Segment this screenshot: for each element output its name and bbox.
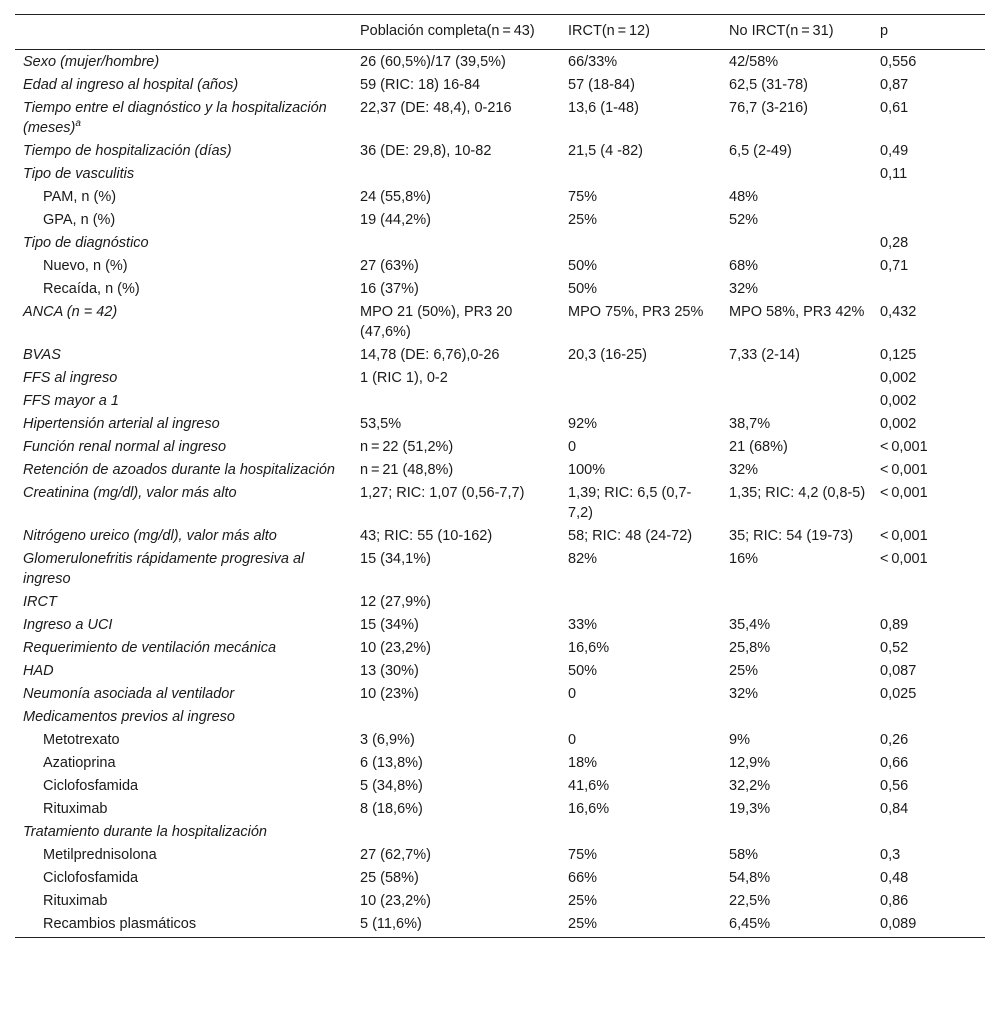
cell-poblacion-completa xyxy=(352,821,560,844)
row-label-text: Neumonía asociada al ventilador xyxy=(23,686,235,702)
cell-no-irct: 1,35; RIC: 4,2 (0,8-5) xyxy=(729,485,866,501)
cell-irct: 16,6% xyxy=(568,801,610,817)
row-label-text: Sexo (mujer/hombre) xyxy=(23,54,160,70)
cell-p-value xyxy=(872,821,985,844)
table-row xyxy=(15,844,985,867)
cell-no-irct: 6,45% xyxy=(729,916,771,932)
table-row xyxy=(15,890,985,913)
row-label-text: Tiempo entre el diagnóstico y la hospitalización (meses) xyxy=(23,100,327,136)
cell-p-value xyxy=(872,591,985,614)
cell-no-irct: 68% xyxy=(729,258,759,274)
cell-irct xyxy=(560,591,721,614)
cell-poblacion-completa: 27 (62,7%) xyxy=(360,847,431,863)
cell-p-value: 0,49 xyxy=(880,143,909,159)
cell-irct xyxy=(560,163,721,186)
row-label-text: Glomerulonefritis rápidamente progresiva al ingreso xyxy=(23,551,305,587)
cell-poblacion-completa: 27 (63%) xyxy=(360,258,419,274)
cell-no-irct: 6,5 (2-49) xyxy=(729,143,792,159)
header-row xyxy=(15,15,985,50)
cell-irct: 1,39; RIC: 6,5 (0,7-7,2) xyxy=(568,485,692,521)
table-body xyxy=(15,50,985,938)
cell-p-value: < 0,001 xyxy=(880,462,928,478)
row-label xyxy=(15,186,352,209)
table-row xyxy=(15,278,985,301)
header-poblacion-completa: Población completa(n = 43) xyxy=(360,23,535,39)
row-label-text: Recaída, n (%) xyxy=(43,281,140,297)
cell-no-irct: 19,3% xyxy=(729,801,771,817)
row-label-text: Ciclofosfamida xyxy=(43,778,139,794)
row-label xyxy=(15,548,352,591)
row-label-text: HAD xyxy=(23,663,54,679)
clinical-characteristics-table xyxy=(15,14,985,938)
cell-p-value: < 0,001 xyxy=(880,485,928,501)
cell-irct: 75% xyxy=(568,189,598,205)
cell-no-irct: 9% xyxy=(729,732,750,748)
table-row xyxy=(15,614,985,637)
table-row xyxy=(15,548,985,591)
cell-poblacion-completa: 10 (23%) xyxy=(360,686,419,702)
cell-no-irct xyxy=(721,232,872,255)
cell-poblacion-completa: MPO 21 (50%), PR3 20 (47,6%) xyxy=(360,304,513,340)
cell-no-irct: 48% xyxy=(729,189,759,205)
cell-irct: 66/33% xyxy=(568,54,618,70)
row-label-text: GPA, n (%) xyxy=(43,212,116,228)
cell-irct: 16,6% xyxy=(568,640,610,656)
cell-no-irct: 25,8% xyxy=(729,640,771,656)
row-label xyxy=(15,890,352,913)
table-row xyxy=(15,660,985,683)
cell-irct: MPO 75%, PR3 25% xyxy=(568,304,704,320)
cell-p-value: 0,432 xyxy=(880,304,917,320)
row-label-text: PAM, n (%) xyxy=(43,189,117,205)
table-row xyxy=(15,867,985,890)
cell-p-value: 0,61 xyxy=(880,100,909,116)
cell-no-irct xyxy=(721,821,872,844)
cell-no-irct: MPO 58%, PR3 42% xyxy=(729,304,865,320)
row-label xyxy=(15,140,352,163)
table-row xyxy=(15,140,985,163)
cell-irct: 21,5 (4 -82) xyxy=(568,143,643,159)
cell-irct: 50% xyxy=(568,258,598,274)
cell-irct: 18% xyxy=(568,755,598,771)
cell-poblacion-completa: 5 (34,8%) xyxy=(360,778,423,794)
row-label-text: IRCT xyxy=(23,594,57,610)
cell-poblacion-completa: 1 (RIC 1), 0-2 xyxy=(360,370,448,386)
row-label xyxy=(15,482,352,525)
cell-irct: 0 xyxy=(568,439,577,455)
row-label xyxy=(15,232,352,255)
footnote-marker: a xyxy=(75,118,81,130)
cell-p-value: < 0,001 xyxy=(880,551,928,567)
table-row xyxy=(15,163,985,186)
row-label-text: Ciclofosfamida xyxy=(43,870,139,886)
cell-poblacion-completa: 19 (44,2%) xyxy=(360,212,431,228)
table-row xyxy=(15,913,985,938)
table-row xyxy=(15,390,985,413)
table-container xyxy=(15,14,985,938)
cell-irct: 13,6 (1-48) xyxy=(568,100,639,116)
row-label-text: Función renal normal al ingreso xyxy=(23,439,227,455)
table-row xyxy=(15,482,985,525)
row-label-text: Requerimiento de ventilación mecánica xyxy=(23,640,277,656)
cell-p-value: 0,48 xyxy=(880,870,909,886)
row-label-text: Retención de azoados durante la hospitalización xyxy=(23,462,335,478)
cell-irct: 75% xyxy=(568,847,598,863)
cell-poblacion-completa: n = 22 (51,2%) xyxy=(360,439,454,455)
cell-p-value: 0,84 xyxy=(880,801,909,817)
cell-no-irct: 32,2% xyxy=(729,778,771,794)
cell-poblacion-completa: 12 (27,9%) xyxy=(360,594,431,610)
cell-no-irct xyxy=(721,390,872,413)
header-irct: IRCT(n = 12) xyxy=(568,23,650,39)
header-variable xyxy=(15,15,352,50)
cell-irct: 20,3 (16-25) xyxy=(568,347,647,363)
cell-poblacion-completa: 53,5% xyxy=(360,416,402,432)
header-no-irct: No IRCT(n = 31) xyxy=(729,23,834,39)
table-row xyxy=(15,232,985,255)
table-row xyxy=(15,459,985,482)
cell-no-irct: 52% xyxy=(729,212,759,228)
cell-p-value: 0,025 xyxy=(880,686,917,702)
table-row xyxy=(15,74,985,97)
cell-no-irct: 25% xyxy=(729,663,759,679)
cell-poblacion-completa: 22,37 (DE: 48,4), 0-216 xyxy=(360,100,512,116)
table-header xyxy=(15,15,985,50)
cell-no-irct: 22,5% xyxy=(729,893,771,909)
cell-poblacion-completa: 16 (37%) xyxy=(360,281,419,297)
cell-no-irct: 32% xyxy=(729,686,759,702)
cell-poblacion-completa: 15 (34,1%) xyxy=(360,551,431,567)
cell-no-irct: 35; RIC: 54 (19-73) xyxy=(729,528,854,544)
table-row xyxy=(15,186,985,209)
cell-irct xyxy=(560,706,721,729)
cell-irct: 33% xyxy=(568,617,598,633)
row-label-text: Tipo de vasculitis xyxy=(23,166,135,182)
cell-irct: 66% xyxy=(568,870,598,886)
table-row xyxy=(15,637,985,660)
cell-irct: 0 xyxy=(568,732,577,748)
cell-irct: 82% xyxy=(568,551,598,567)
row-label xyxy=(15,367,352,390)
cell-no-irct xyxy=(721,706,872,729)
cell-irct xyxy=(560,232,721,255)
row-label xyxy=(15,867,352,890)
cell-no-irct: 12,9% xyxy=(729,755,771,771)
row-label xyxy=(15,459,352,482)
cell-no-irct: 58% xyxy=(729,847,759,863)
row-label xyxy=(15,706,352,729)
cell-p-value: 0,3 xyxy=(880,847,901,863)
cell-irct: 25% xyxy=(568,212,598,228)
row-label-text: Tiempo de hospitalización (días) xyxy=(23,143,232,159)
table-row xyxy=(15,798,985,821)
row-label-text: Rituximab xyxy=(43,801,108,817)
row-label xyxy=(15,390,352,413)
row-label xyxy=(15,752,352,775)
cell-p-value: 0,66 xyxy=(880,755,909,771)
cell-p-value xyxy=(872,278,985,301)
cell-poblacion-completa: 14,78 (DE: 6,76),0-26 xyxy=(360,347,500,363)
cell-irct: 41,6% xyxy=(568,778,610,794)
row-label xyxy=(15,660,352,683)
row-label xyxy=(15,74,352,97)
row-label xyxy=(15,821,352,844)
row-label xyxy=(15,278,352,301)
cell-p-value: 0,86 xyxy=(880,893,909,909)
cell-irct xyxy=(560,390,721,413)
row-label xyxy=(15,436,352,459)
row-label xyxy=(15,729,352,752)
row-label xyxy=(15,525,352,548)
row-label-text: Creatinina (mg/dl), valor más alto xyxy=(23,485,237,501)
row-label xyxy=(15,913,352,938)
table-row xyxy=(15,525,985,548)
cell-poblacion-completa: n = 21 (48,8%) xyxy=(360,462,454,478)
row-label-text: Recambios plasmáticos xyxy=(43,916,197,932)
row-label-text: Nuevo, n (%) xyxy=(43,258,128,274)
cell-p-value: 0,52 xyxy=(880,640,909,656)
cell-irct xyxy=(560,821,721,844)
row-label-text: FFS al ingreso xyxy=(23,370,118,386)
cell-poblacion-completa: 59 (RIC: 18) 16-84 xyxy=(360,77,481,93)
cell-poblacion-completa: 24 (55,8%) xyxy=(360,189,431,205)
row-label xyxy=(15,637,352,660)
row-label xyxy=(15,163,352,186)
cell-p-value: 0,089 xyxy=(880,916,917,932)
table-row xyxy=(15,413,985,436)
cell-poblacion-completa: 10 (23,2%) xyxy=(360,640,431,656)
cell-irct: 0 xyxy=(568,686,577,702)
cell-no-irct: 16% xyxy=(729,551,759,567)
cell-no-irct: 54,8% xyxy=(729,870,771,886)
row-label xyxy=(15,798,352,821)
cell-irct xyxy=(560,367,721,390)
cell-p-value: 0,002 xyxy=(880,416,917,432)
cell-no-irct: 62,5 (31-78) xyxy=(729,77,808,93)
row-label xyxy=(15,50,352,75)
row-label xyxy=(15,614,352,637)
cell-p-value: 0,002 xyxy=(880,393,917,409)
cell-poblacion-completa: 8 (18,6%) xyxy=(360,801,423,817)
cell-p-value xyxy=(872,209,985,232)
cell-no-irct: 38,7% xyxy=(729,416,771,432)
row-label-text: Ingreso a UCI xyxy=(23,617,113,633)
row-label-text: Tratamiento durante la hospitalización xyxy=(23,824,267,840)
cell-p-value: < 0,001 xyxy=(880,528,928,544)
cell-no-irct: 32% xyxy=(729,281,759,297)
table-row xyxy=(15,436,985,459)
row-label-text: Rituximab xyxy=(43,893,108,909)
cell-p-value: 0,87 xyxy=(880,77,909,93)
row-label-text: Hipertensión arterial al ingreso xyxy=(23,416,220,432)
cell-no-irct: 76,7 (3-216) xyxy=(729,100,808,116)
cell-p-value: 0,556 xyxy=(880,54,917,70)
cell-poblacion-completa: 10 (23,2%) xyxy=(360,893,431,909)
cell-p-value: 0,71 xyxy=(880,258,909,274)
cell-no-irct: 32% xyxy=(729,462,759,478)
row-label xyxy=(15,97,352,140)
cell-no-irct xyxy=(721,163,872,186)
cell-p-value: 0,125 xyxy=(880,347,917,363)
row-label xyxy=(15,683,352,706)
table-row xyxy=(15,301,985,344)
cell-poblacion-completa: 5 (11,6%) xyxy=(360,916,422,932)
cell-irct: 57 (18-84) xyxy=(568,77,635,93)
cell-poblacion-completa xyxy=(352,390,560,413)
table-row xyxy=(15,97,985,140)
header-p-value: p xyxy=(880,23,889,39)
table-row xyxy=(15,367,985,390)
row-label xyxy=(15,344,352,367)
cell-no-irct xyxy=(721,591,872,614)
cell-irct: 50% xyxy=(568,281,598,297)
cell-p-value xyxy=(872,706,985,729)
cell-no-irct xyxy=(721,367,872,390)
cell-no-irct: 42/58% xyxy=(729,54,779,70)
cell-irct: 58; RIC: 48 (24-72) xyxy=(568,528,693,544)
row-label-text: Nitrógeno ureico (mg/dl), valor más alto xyxy=(23,528,277,544)
table-row xyxy=(15,209,985,232)
cell-poblacion-completa xyxy=(352,706,560,729)
table-row xyxy=(15,821,985,844)
cell-p-value: 0,087 xyxy=(880,663,917,679)
cell-no-irct: 35,4% xyxy=(729,617,771,633)
row-label-text: BVAS xyxy=(23,347,61,363)
cell-p-value: 0,11 xyxy=(880,166,908,182)
table-row xyxy=(15,752,985,775)
table-row xyxy=(15,683,985,706)
table-row xyxy=(15,591,985,614)
cell-poblacion-completa: 6 (13,8%) xyxy=(360,755,423,771)
row-label xyxy=(15,591,352,614)
row-label xyxy=(15,775,352,798)
row-label-text: ANCA (n = 42) xyxy=(23,304,118,320)
table-row xyxy=(15,706,985,729)
cell-p-value: 0,002 xyxy=(880,370,917,386)
table-row xyxy=(15,255,985,278)
cell-irct: 25% xyxy=(568,916,598,932)
row-label-text: Azatioprina xyxy=(43,755,116,771)
cell-poblacion-completa xyxy=(352,163,560,186)
row-label xyxy=(15,413,352,436)
table-row xyxy=(15,344,985,367)
row-label xyxy=(15,301,352,344)
row-label xyxy=(15,255,352,278)
cell-p-value: < 0,001 xyxy=(880,439,928,455)
row-label-text: Medicamentos previos al ingreso xyxy=(23,709,235,725)
cell-poblacion-completa: 26 (60,5%)/17 (39,5%) xyxy=(360,54,506,70)
table-row xyxy=(15,729,985,752)
cell-irct: 100% xyxy=(568,462,606,478)
cell-no-irct: 21 (68%) xyxy=(729,439,788,455)
row-label xyxy=(15,844,352,867)
cell-no-irct: 7,33 (2-14) xyxy=(729,347,800,363)
row-label-text: Metotrexato xyxy=(43,732,120,748)
cell-p-value: 0,28 xyxy=(880,235,909,251)
cell-p-value: 0,26 xyxy=(880,732,909,748)
cell-poblacion-completa xyxy=(352,232,560,255)
cell-p-value: 0,56 xyxy=(880,778,909,794)
table-row xyxy=(15,50,985,75)
cell-irct: 25% xyxy=(568,893,598,909)
cell-p-value xyxy=(872,186,985,209)
cell-poblacion-completa: 13 (30%) xyxy=(360,663,419,679)
table-row xyxy=(15,775,985,798)
cell-poblacion-completa: 25 (58%) xyxy=(360,870,419,886)
cell-poblacion-completa: 1,27; RIC: 1,07 (0,56-7,7) xyxy=(360,485,525,501)
cell-irct: 50% xyxy=(568,663,598,679)
cell-poblacion-completa: 15 (34%) xyxy=(360,617,419,633)
row-label-text: FFS mayor a 1 xyxy=(23,393,119,409)
cell-poblacion-completa: 43; RIC: 55 (10-162) xyxy=(360,528,493,544)
row-label-text: Metilprednisolona xyxy=(43,847,157,863)
cell-poblacion-completa: 3 (6,9%) xyxy=(360,732,415,748)
row-label xyxy=(15,209,352,232)
row-label-text: Tipo de diagnóstico xyxy=(23,235,149,251)
cell-p-value: 0,89 xyxy=(880,617,909,633)
cell-poblacion-completa: 36 (DE: 29,8), 10-82 xyxy=(360,143,492,159)
cell-irct: 92% xyxy=(568,416,598,432)
row-label-text: Edad al ingreso al hospital (años) xyxy=(23,77,239,93)
